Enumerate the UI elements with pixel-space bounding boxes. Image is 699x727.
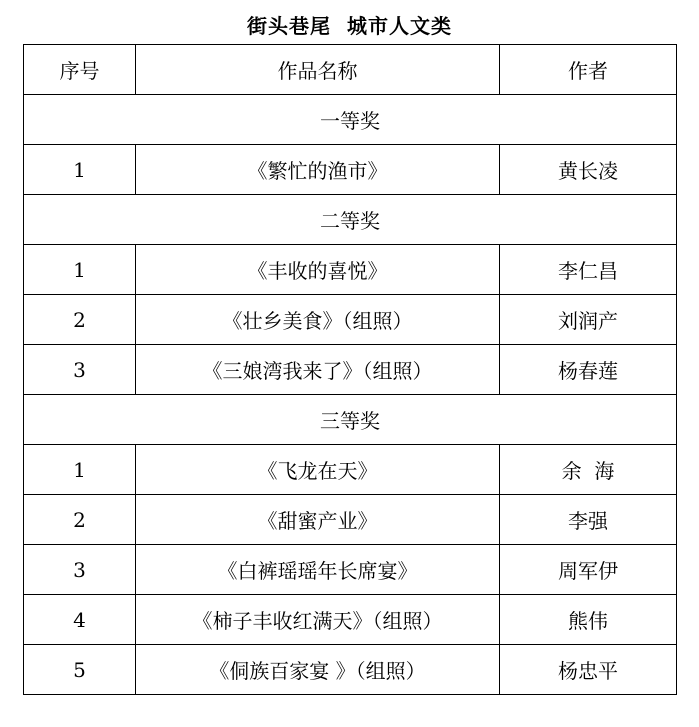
table-row xyxy=(24,145,677,195)
row-author: 余 海 xyxy=(500,445,677,495)
section-label-second-prize: 二等奖 xyxy=(24,195,677,245)
row-work: 《三娘湾我来了》（组照） xyxy=(136,345,500,395)
row-work: 《白裤瑶瑶年长席宴》 xyxy=(136,545,500,595)
row-work: 《壮乡美食》（组照） xyxy=(136,295,500,345)
row-seq: 2 xyxy=(24,495,136,545)
table-row xyxy=(24,545,677,595)
row-author: 李强 xyxy=(500,495,677,545)
row-author: 黄长凌 xyxy=(500,145,677,195)
table-row xyxy=(24,645,677,695)
table-row xyxy=(24,245,677,295)
row-author: 李仁昌 xyxy=(500,245,677,295)
row-work: 《侗族百家宴 》（组照） xyxy=(136,645,500,695)
row-author: 周军伊 xyxy=(500,545,677,595)
table-row xyxy=(24,295,677,345)
header-author: 作者 xyxy=(500,45,677,95)
table-row xyxy=(24,445,677,495)
row-work: 《甜蜜产业》 xyxy=(136,495,500,545)
table-header-row xyxy=(24,45,677,95)
header-work: 作品名称 xyxy=(136,45,500,95)
row-author: 杨春莲 xyxy=(500,345,677,395)
row-seq: 1 xyxy=(24,245,136,295)
row-work: 《柿子丰收红满天》（组照） xyxy=(136,595,500,645)
row-seq: 3 xyxy=(24,345,136,395)
row-seq: 3 xyxy=(24,545,136,595)
section-row xyxy=(24,395,677,445)
header-seq: 序号 xyxy=(24,45,136,95)
row-seq: 2 xyxy=(24,295,136,345)
section-row xyxy=(24,195,677,245)
section-label-first-prize: 一等奖 xyxy=(24,95,677,145)
awards-table xyxy=(23,44,677,695)
row-seq: 1 xyxy=(24,445,136,495)
section-label-third-prize: 三等奖 xyxy=(24,395,677,445)
row-seq: 1 xyxy=(24,145,136,195)
row-author: 杨忠平 xyxy=(500,645,677,695)
table-row xyxy=(24,595,677,645)
row-work: 《丰收的喜悦》 xyxy=(136,245,500,295)
table-row xyxy=(24,495,677,545)
section-row xyxy=(24,95,677,145)
row-seq: 5 xyxy=(24,645,136,695)
row-author: 刘润产 xyxy=(500,295,677,345)
page-title: 街头巷尾 城市人文类 xyxy=(247,14,452,38)
row-work: 《繁忙的渔市》 xyxy=(136,145,500,195)
row-seq: 4 xyxy=(24,595,136,645)
row-work: 《飞龙在天》 xyxy=(136,445,500,495)
row-author: 熊伟 xyxy=(500,595,677,645)
table-row xyxy=(24,345,677,395)
